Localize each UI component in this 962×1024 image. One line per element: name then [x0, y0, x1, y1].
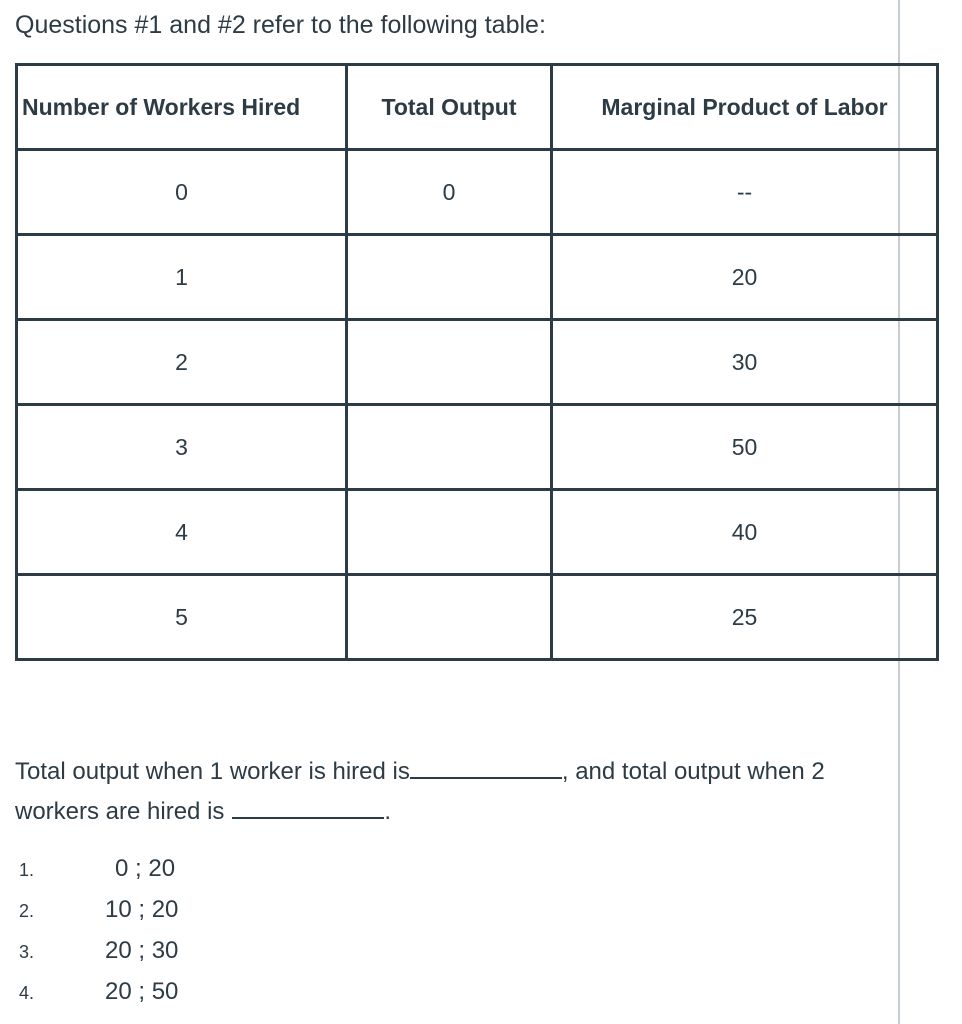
cell-total-output — [347, 405, 552, 490]
cell-marginal-product: -- — [552, 150, 938, 235]
cell-marginal-product: 50 — [552, 405, 938, 490]
option-text: 20 ; 30 — [105, 937, 179, 964]
table-header-row — [17, 65, 938, 150]
answer-options — [15, 848, 178, 1012]
cell-total-output: 0 — [347, 150, 552, 235]
option-text: 10 ; 20 — [105, 896, 179, 923]
cell-workers: 1 — [17, 235, 347, 320]
table-row — [17, 490, 938, 575]
cell-workers: 3 — [17, 405, 347, 490]
table-row — [17, 150, 938, 235]
answer-option[interactable] — [15, 889, 178, 930]
cell-total-output — [347, 575, 552, 660]
option-text: 20 ; 50 — [105, 978, 179, 1005]
question-part-2: , and total output when 2 workers are hired is — [15, 758, 825, 825]
cell-workers: 0 — [17, 150, 347, 235]
answer-option[interactable] — [15, 930, 178, 971]
cell-workers: 4 — [17, 490, 347, 575]
cell-workers: 5 — [17, 575, 347, 660]
answer-option[interactable] — [15, 848, 178, 889]
question-part-3: . — [384, 798, 392, 825]
header-marginal-product: Marginal Product of Labor — [552, 65, 938, 150]
cell-marginal-product: 25 — [552, 575, 938, 660]
header-total-output: Total Output — [347, 65, 552, 150]
cell-total-output — [347, 320, 552, 405]
option-number: 2. — [19, 901, 35, 921]
table-row — [17, 405, 938, 490]
table-row — [17, 235, 938, 320]
table-row — [17, 575, 938, 660]
header-workers-hired: Number of Workers Hired — [17, 65, 347, 150]
option-number: 4. — [19, 983, 35, 1003]
cell-marginal-product: 30 — [552, 320, 938, 405]
answer-option[interactable] — [15, 971, 178, 1012]
question-text — [15, 752, 875, 832]
cell-marginal-product: 20 — [552, 235, 938, 320]
cell-total-output — [347, 490, 552, 575]
cell-total-output — [347, 235, 552, 320]
option-number: 1. — [19, 860, 35, 880]
cell-workers: 2 — [17, 320, 347, 405]
table-row — [17, 320, 938, 405]
answer-blank-2 — [232, 793, 384, 819]
answer-blank-1 — [410, 753, 562, 779]
option-text: 0 ; 20 — [115, 855, 176, 882]
cell-marginal-product: 40 — [552, 490, 938, 575]
labor-table — [15, 63, 939, 661]
question-part-1: Total output when 1 worker is hired is — [15, 758, 410, 785]
option-number: 3. — [19, 942, 35, 962]
intro-text: Questions #1 and #2 refer to the following table: — [15, 11, 546, 39]
